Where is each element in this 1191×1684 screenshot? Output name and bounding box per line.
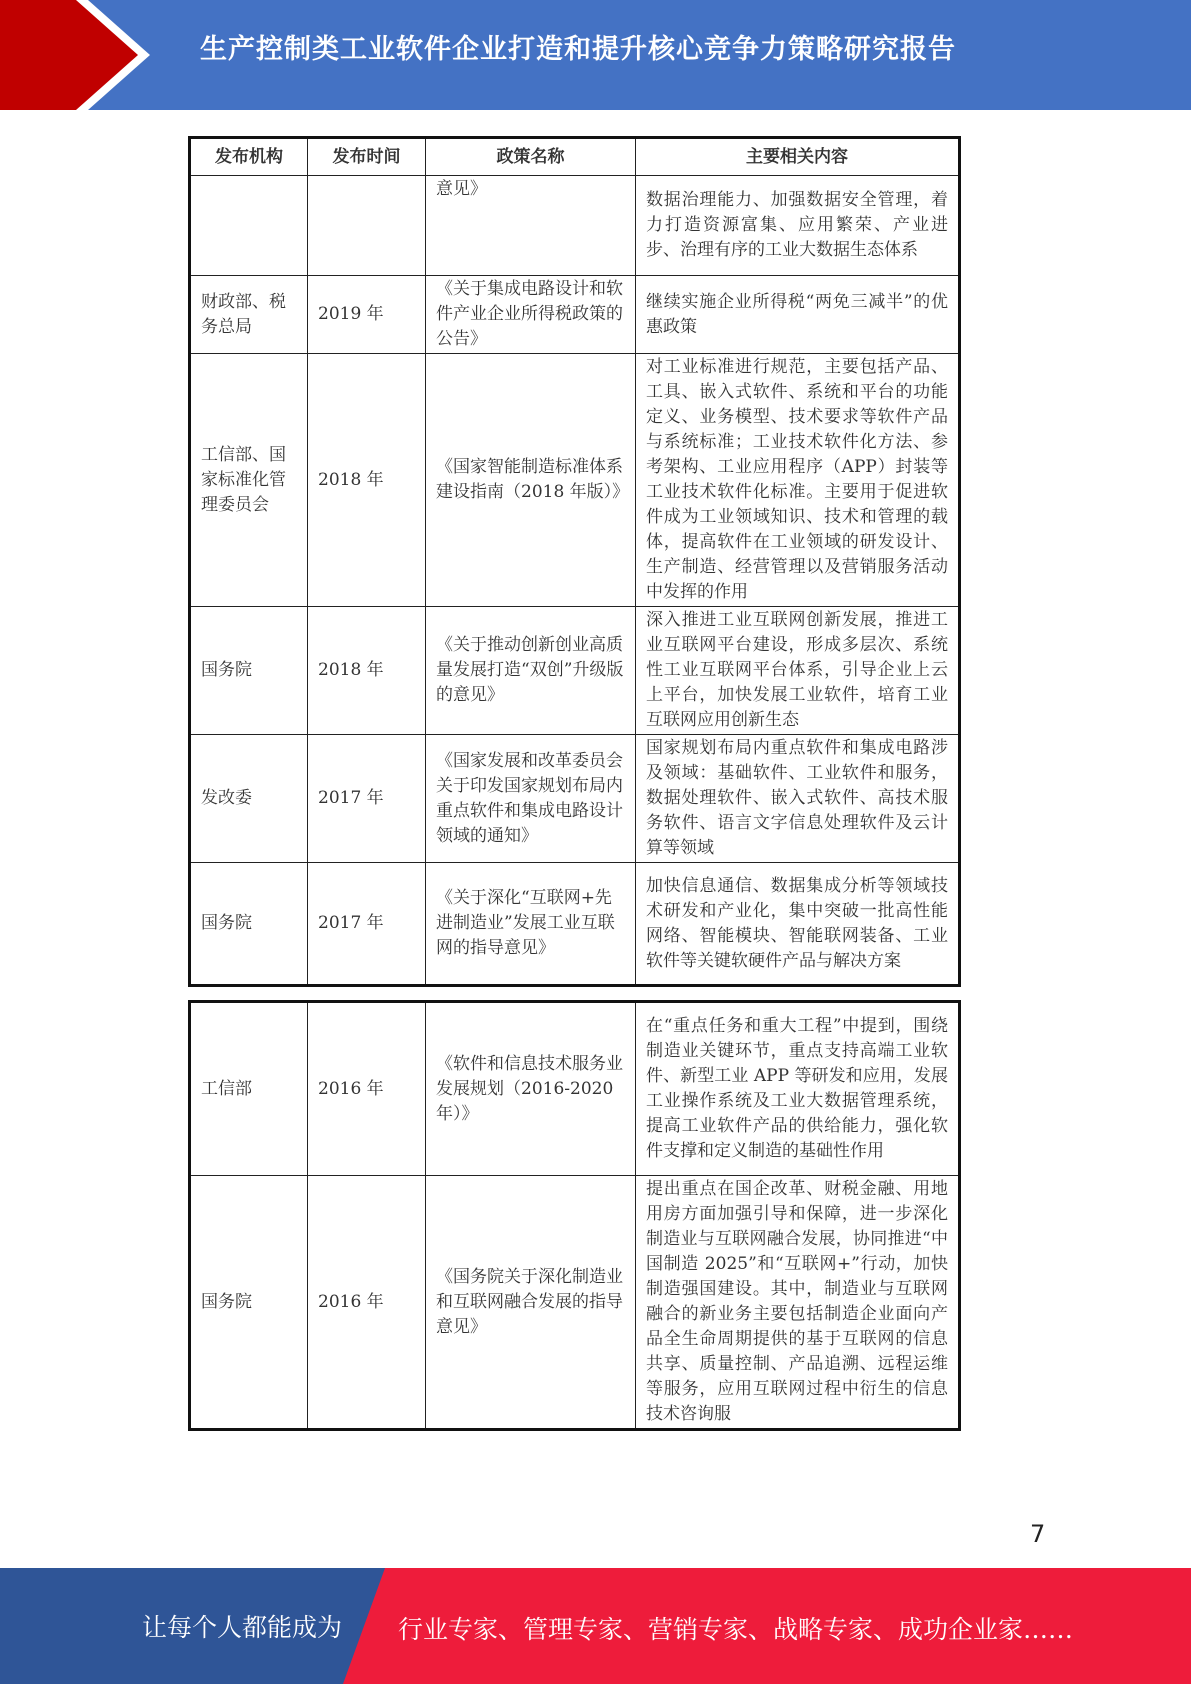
cell-org: 工信部 — [190, 1002, 308, 1176]
cell-content: 提出重点在国企改革、财税金融、用地用房方面加强引导和保障，进一步深化制造业与互联网融合发展，协同推进“中国制造 2025”和“互联网+”行动，加快制造强国建设。其中，制造业与互联网融合的新业务主要包括制造企业面向产品全生命周期提供的基于互联网的信息共享、质量控制、产品追溯、远程运维等服务，应用互联网过程中衍生的信息技术咨询服 — [636, 1176, 960, 1430]
column-header-name: 政策名称 — [426, 138, 636, 176]
cell-org: 国务院 — [190, 1176, 308, 1430]
cell-policy-name: 《关于集成电路设计和软件产业企业所得税政策的公告》 — [426, 276, 636, 354]
cell-date: 2017 年 — [308, 863, 426, 986]
cell-policy-name: 《国家智能制造标准体系建设指南（2018 年版）》 — [426, 354, 636, 607]
table-row — [190, 863, 960, 986]
table-row — [190, 1002, 960, 1176]
table-header-row — [190, 138, 960, 176]
cell-org: 工信部、国家标准化管理委员会 — [190, 354, 308, 607]
footer-slogan-right: 行业专家、管理专家、营销专家、战略专家、成功企业家…… — [398, 1615, 1074, 1644]
cell-policy-name: 《软件和信息技术服务业发展规划（2016-2020 年）》 — [426, 1002, 636, 1176]
table-row — [190, 276, 960, 354]
cell-content: 国家规划布局内重点软件和集成电路涉及领域：基础软件、工业软件和服务，数据处理软件、嵌入式软件、高技术服务软件、语言文字信息处理软件及云计算等领域 — [636, 735, 960, 863]
cell-date: 2018 年 — [308, 607, 426, 735]
cell-org: 国务院 — [190, 607, 308, 735]
cell-date: 2019 年 — [308, 276, 426, 354]
report-title: 生产控制类工业软件企业打造和提升核心竞争力策略研究报告 — [200, 34, 956, 65]
cell-org: 财政部、税务总局 — [190, 276, 308, 354]
cell-date: 2016 年 — [308, 1002, 426, 1176]
cell-content: 继续实施企业所得税“两免三减半”的优惠政策 — [636, 276, 960, 354]
column-header-date: 发布时间 — [308, 138, 426, 176]
page-header — [0, 0, 1191, 110]
cell-org: 发改委 — [190, 735, 308, 863]
footer-slogan-left: 让每个人都能成为 — [142, 1613, 343, 1642]
cell-org — [190, 176, 308, 276]
policy-table-part1 — [188, 136, 961, 987]
cell-date: 2018 年 — [308, 354, 426, 607]
header-red-chevron — [0, 0, 138, 110]
table-row — [190, 354, 960, 607]
page-number: 7 — [1030, 1520, 1046, 1548]
table-row — [190, 735, 960, 863]
table-row — [190, 607, 960, 735]
cell-date — [308, 176, 426, 276]
page-footer — [0, 1568, 1191, 1684]
cell-content: 深入推进工业互联网创新发展，推进工业互联网平台建设，形成多层次、系统性工业互联网平台体系，引导企业上云上平台，加快发展工业软件，培育工业互联网应用创新生态 — [636, 607, 960, 735]
cell-policy-name: 意见》 — [426, 176, 636, 276]
cell-content: 加快信息通信、数据集成分析等领域技术研发和产业化，集中突破一批高性能网络、智能模块、智能联网装备、工业软件等关键软硬件产品与解决方案 — [636, 863, 960, 986]
cell-policy-name: 《关于推动创新创业高质量发展打造“双创”升级版的意见》 — [426, 607, 636, 735]
column-header-content: 主要相关内容 — [636, 138, 960, 176]
table-row — [190, 1176, 960, 1430]
policy-table-part2 — [188, 1000, 961, 1431]
column-header-org: 发布机构 — [190, 138, 308, 176]
cell-policy-name: 《国家发展和改革委员会关于印发国家规划布局内重点软件和集成电路设计领域的通知》 — [426, 735, 636, 863]
cell-date: 2016 年 — [308, 1176, 426, 1430]
cell-policy-name: 《国务院关于深化制造业和互联网融合发展的指导意见》 — [426, 1176, 636, 1430]
cell-org: 国务院 — [190, 863, 308, 986]
table-row — [190, 176, 960, 276]
cell-policy-name: 《关于深化“互联网+先进制造业”发展工业互联网的指导意见》 — [426, 863, 636, 986]
cell-date: 2017 年 — [308, 735, 426, 863]
cell-content: 在“重点任务和重大工程”中提到，围绕制造业关键环节，重点支持高端工业软件、新型工业 APP 等研发和应用，发展工业操作系统及工业大数据管理系统，提高工业软件产品的供给能力，强化软件支撑和定义制造的基础性作用 — [636, 1002, 960, 1176]
cell-content: 对工业标准进行规范，主要包括产品、工具、嵌入式软件、系统和平台的功能定义、业务模型、技术要求等软件产品与系统标准；工业技术软件化方法、参考架构、工业应用程序（APP）封装等工业技术软件化标准。主要用于促进软件成为工业领域知识、技术和管理的载体，提高软件在工业领域的研发设计、生产制造、经营管理以及营销服务活动中发挥的作用 — [636, 354, 960, 607]
cell-content: 数据治理能力、加强数据安全管理，着力打造资源富集、应用繁荣、产业进步、治理有序的工业大数据生态体系 — [636, 176, 960, 276]
